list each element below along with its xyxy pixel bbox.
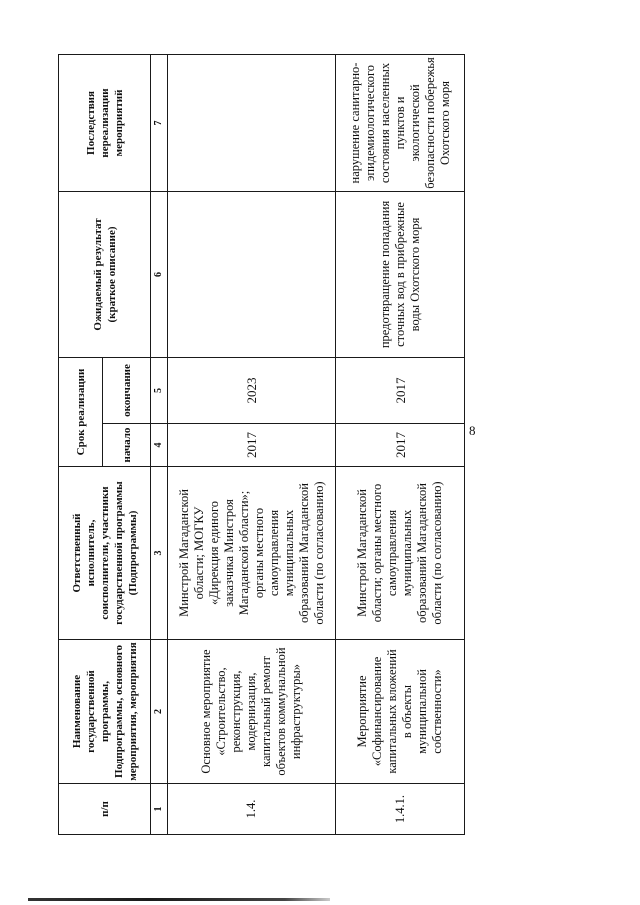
name-cell: Мероприятие «Софинансирование капитальных вложений в объекты муниципальной собственности» bbox=[336, 640, 465, 784]
end-year-cell: 2017 bbox=[336, 357, 465, 423]
responsible-cell: Минстрой Магаданской области; органы местного самоуправления муниципальных образований Магаданской области (по согласованию) bbox=[336, 467, 465, 640]
header-row bbox=[59, 54, 103, 834]
column-number: 2 bbox=[151, 640, 168, 784]
header-cell-result: Ожидаемый результат (краткое описание) bbox=[59, 191, 151, 357]
end-year-cell: 2023 bbox=[168, 357, 336, 423]
responsible-cell: Минстрой Магаданской области; МОГКУ «Дирекция единого заказчика Минстроя Магаданской области»; органы местного самоуправления муниципальных образований Магаданской области (по согласованию) bbox=[168, 467, 336, 640]
column-number: 1 bbox=[151, 784, 168, 835]
table-row bbox=[336, 54, 465, 834]
page-number: 8 bbox=[469, 423, 476, 438]
column-number: 6 bbox=[151, 191, 168, 357]
rotated-table-page bbox=[58, 55, 464, 835]
header-cell-term-start: начало bbox=[103, 424, 151, 467]
consequences-cell bbox=[168, 54, 336, 191]
scan-edge-line bbox=[28, 898, 330, 901]
column-number-row bbox=[151, 54, 168, 834]
start-year-cell: 2017 bbox=[168, 424, 336, 467]
table-row bbox=[168, 54, 336, 834]
header-cell-number: п/п bbox=[59, 784, 151, 835]
result-cell: предотвращение попадания сточных вод в прибрежные воды Охотского моря bbox=[336, 191, 465, 357]
row-number-cell: 1.4.1. bbox=[336, 784, 465, 835]
header-cell-term: Срок реализации bbox=[59, 357, 103, 466]
header-cell-term-end: окончание bbox=[103, 357, 151, 423]
column-number: 4 bbox=[151, 424, 168, 467]
column-number: 3 bbox=[151, 467, 168, 640]
name-cell: Основное мероприятие «Строительство, реконструкция, модернизация, капитальный ремонт объектов коммунальной инфраструктуры» bbox=[168, 640, 336, 784]
header-cell-consequences: Последствия нереализации мероприятий bbox=[59, 54, 151, 191]
header-cell-responsible: Ответственный исполнитель, соисполнители, участники государственной программы (Подпрограммы) bbox=[59, 467, 151, 640]
row-number-cell: 1.4. bbox=[168, 784, 336, 835]
header-cell-name: Наименование государственной программы, Подпрограммы, основного мероприятия, мероприятия bbox=[59, 640, 151, 784]
program-measures-table bbox=[58, 54, 465, 835]
result-cell bbox=[168, 191, 336, 357]
consequences-cell: нарушение санитарно- эпидемиологического состояния населенных пунктов и экологической безопасности побережья Охотского моря bbox=[336, 54, 465, 191]
column-number: 5 bbox=[151, 357, 168, 423]
start-year-cell: 2017 bbox=[336, 424, 465, 467]
column-number: 7 bbox=[151, 54, 168, 191]
